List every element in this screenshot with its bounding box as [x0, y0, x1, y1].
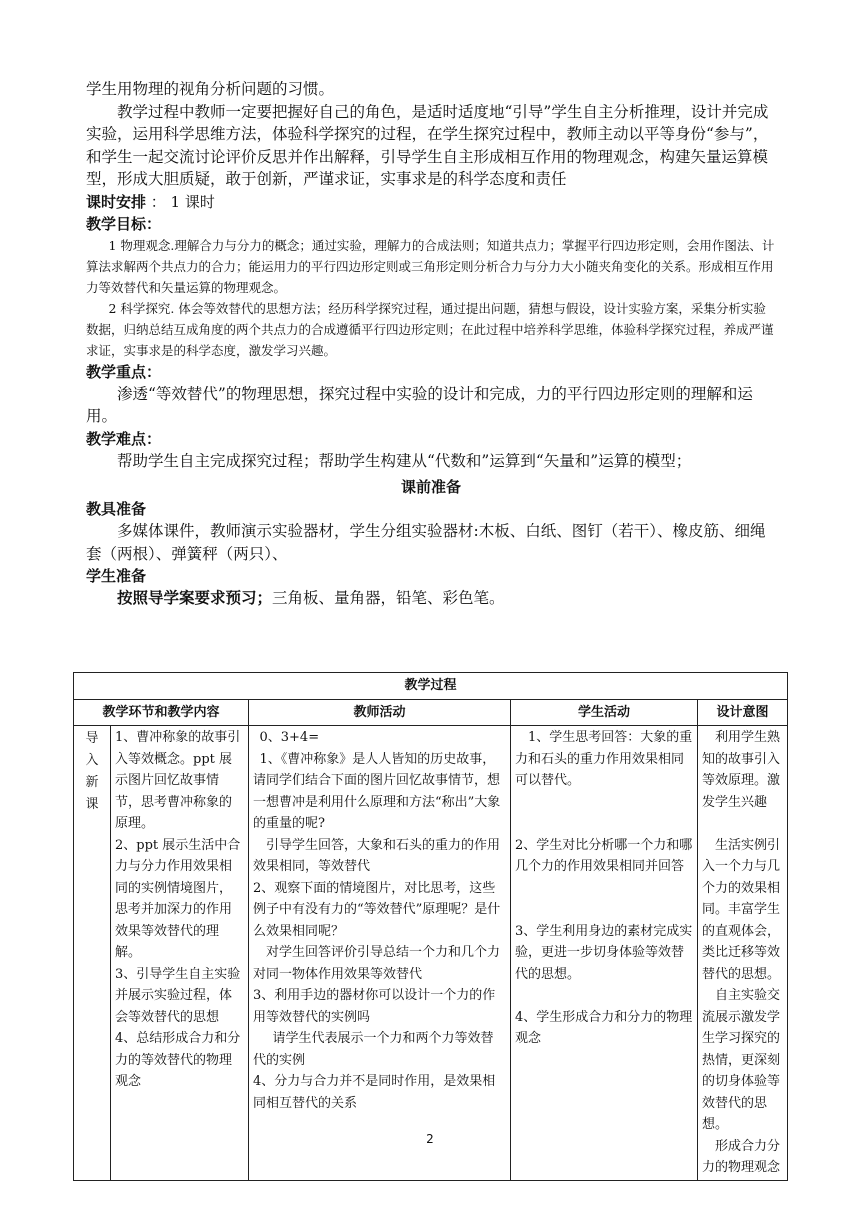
- teacher-item: 请学生代表展示一个力和两个力等效替代的实例: [253, 1031, 494, 1068]
- content-item: 3、引导学生自主实验并展示实验过程，体会等效替代的思想: [115, 966, 241, 1025]
- header-teacher: 教师活动: [249, 699, 511, 726]
- schedule-row: [86, 191, 776, 213]
- content-item: 4、总结形成合力和分力的等效替代的物理观念: [115, 1031, 241, 1089]
- content-item: 2、ppt 展示生活中合力与分力作用效果相同的实例情境图片，思考并加深力的作用效果等效替代的理解。: [115, 837, 241, 960]
- teacher-cell: [249, 726, 511, 1181]
- spacer: [515, 792, 693, 814]
- teaching-process-table: [73, 672, 788, 1181]
- student-cell: [511, 726, 698, 1181]
- teacher-item: 4、分力与合力并不是同时作用，是效果相同相互替代的关系: [253, 1074, 496, 1111]
- header-intent: 设计意图: [698, 699, 788, 726]
- document-body: [86, 78, 776, 610]
- schedule-label: 课时安排: [86, 192, 147, 211]
- spacer: [515, 878, 693, 900]
- difficulties-label: 教学难点：: [86, 429, 162, 448]
- teacher-item: 对学生回答评价引导总结一个力和几个力对同一物体作用效果等效替代: [253, 945, 501, 982]
- header-student: 学生活动: [511, 699, 698, 726]
- intent-item: 自主实验交流展示激发学生学习探究的热情，更深刻的切身体验等效替代的思想。: [702, 988, 781, 1132]
- teacher-item: 3、利用手边的器材你可以设计一个力的作用等效替代的实例吗: [253, 988, 496, 1025]
- tools-label: 教具准备: [86, 500, 147, 518]
- student-prep-text: 三角板、量角器，铅笔、彩色笔。: [272, 589, 505, 607]
- content-item: 1、曹冲称象的故事引入等效概念。ppt 展示图片回忆故事情节，思考曹冲称象的原理。: [115, 730, 241, 831]
- student-prep-label: 学生准备: [86, 567, 147, 585]
- key-points-label: 教学重点：: [86, 362, 162, 381]
- schedule-value: ： 1 课时: [146, 192, 215, 211]
- student-item: 4、学生形成合力和分力的物理观念: [515, 1009, 693, 1046]
- spacer: [515, 985, 693, 1007]
- intro-paragraph: 教学过程中教师一定要把握好自己的角色，是适时适度地“引导”学生自主分析推理，设计并完成实验，运用科学思维方法，体验科学探究的过程，在学生探究过程中，教师主动以平等身份“参与”，和学生一起交流讨论评价反思并作出解释，引导学生自主形成相互作用的物理观念，构建矢量运算模型，形成大胆质疑，敢于创新，严谨求证，实事求是的科学态度和责任: [86, 102, 769, 188]
- goal-item-1: 1 物理观念.理解合力与分力的概念；通过实验，理解力的合成法则；知道共点力；掌握平行四边形定则，会用作图法、计算法求解两个共点力的合力；能运用力的平行四边形定则或三角形定则分析合力与分力大小随夹角变化的关系。形成相互作用力等效替代和矢量运算的物理观念。: [86, 237, 775, 295]
- student-prep-bold: 按照导学案要求预习；: [117, 589, 273, 607]
- page-number: 2: [426, 1132, 434, 1146]
- intent-item: 利用学生熟知的故事引入等效原理。激发学生兴趣: [702, 730, 781, 810]
- table-row: [74, 726, 788, 1181]
- goals-label: 教学目标：: [86, 214, 162, 233]
- content-cell: [111, 726, 249, 1181]
- table-title: 教学过程: [74, 673, 788, 700]
- intent-cell: [698, 726, 788, 1181]
- spacer: [515, 813, 693, 835]
- student-prep-row: [86, 587, 776, 610]
- teacher-item: 引导学生回答，大象和石头的重力的作用效果相同，等效替代: [253, 837, 501, 874]
- teacher-item: 1、《曹冲称象》是人人皆知的历史故事，请同学们结合下面的图片回忆故事情节，想一想曹冲是利用什么原理和方法“称出”大象的重量的呢?: [253, 751, 501, 831]
- header-content: 教学环节和教学内容: [74, 699, 249, 726]
- intent-item: 生活实例引入一个力与几个力的效果相同。丰富学生的直观体会，类比迁移等效替代的思想。: [702, 837, 781, 982]
- student-item: 1、学生思考回答：大象的重力和石头的重力作用效果相同可以替代。: [515, 730, 693, 788]
- goal-item-2: 2 科学探究. 体会等效替代的思想方法；经历科学探究过程，通过提出问题，猜想与假设，设计实验方案，采集分析实验数据，归纳总结互成角度的两个共点力的合成遵循平行四边形定则；在此过程中培养科学思维，体验科学探究过程，养成严谨求证，实事求是的科学态度，激发学习兴趣。: [86, 300, 774, 358]
- teacher-item: 2、观察下面的情境图片，对比思考，这些例子中有没有力的“等效替代”原理呢？是什么效果相同呢？: [253, 880, 501, 939]
- intent-item: 形成合力分力的物理观念: [702, 1138, 781, 1175]
- stage-cell: 导 入 新 课: [74, 726, 111, 1181]
- key-points-text: 渗透“等效替代”的物理思想，探究过程中实验的设计和完成，力的平行四边形定则的理解和运用。: [86, 384, 753, 425]
- spacer: [702, 813, 783, 835]
- teacher-item: 0、3+4=: [259, 730, 320, 745]
- student-item: 3、学生利用身边的素材完成实验，更进一步切身体验等效替代的思想。: [515, 923, 693, 982]
- student-item: 2、学生对比分析哪一个力和哪几个力的作用效果相同并回答: [515, 837, 693, 874]
- tools-text: 多媒体课件，教师演示实验器材，学生分组实验器材:木板、白纸、图钉（若干）、橡皮筋、细绳套（两根）、弹簧秤（两只）、: [86, 522, 766, 563]
- prep-heading: 课前准备: [400, 478, 461, 496]
- intro-line: 学生用物理的视角分析问题的习惯。: [86, 80, 335, 98]
- difficulties-text: 帮助学生自主完成探究过程；帮助学生构建从“代数和”运算到“矢量和”运算的模型；: [117, 451, 692, 470]
- spacer: [515, 899, 693, 921]
